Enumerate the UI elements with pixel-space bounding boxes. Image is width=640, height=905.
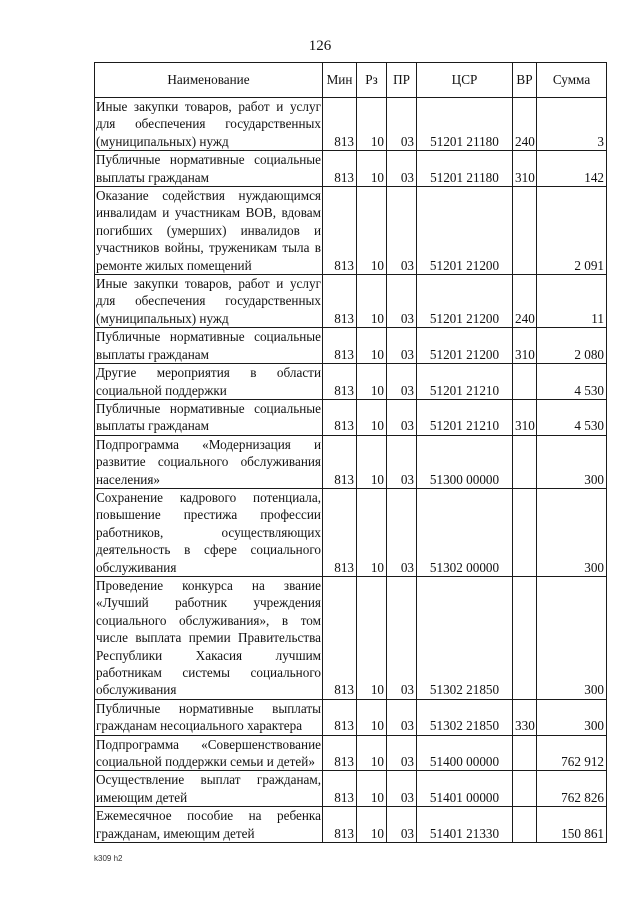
row-min-cell: 813 <box>323 576 357 699</box>
row-min-cell: 813 <box>323 771 357 807</box>
row-min-cell: 813 <box>323 807 357 843</box>
row-rz-cell: 10 <box>357 364 387 400</box>
row-min-cell: 813 <box>323 328 357 364</box>
row-rz-cell: 10 <box>357 399 387 435</box>
row-name-cell: Оказание содействия нуждающимся инвалидам и участникам ВОВ, вдовам погибших (умерших) инвалидов и участников войны, труженикам тыла в ремонте жилых помещений <box>96 188 321 273</box>
row-sum-cell: 762 912 <box>537 735 607 771</box>
row-csr-cell: 51201 21180 <box>417 98 513 151</box>
row-pr-cell: 03 <box>387 328 417 364</box>
row-pr-cell: 03 <box>387 187 417 275</box>
row-pr-cell: 03 <box>387 735 417 771</box>
row-sum-cell: 300 <box>537 488 607 576</box>
row-pr-cell: 03 <box>387 275 417 328</box>
row-min-cell: 813 <box>323 735 357 771</box>
row-pr-cell: 03 <box>387 576 417 699</box>
row-rz-cell: 10 <box>357 576 387 699</box>
row-vr-cell <box>513 488 537 576</box>
row-sum-cell: 300 <box>537 576 607 699</box>
header-pr: ПР <box>387 63 417 98</box>
header-sum: Сумма <box>537 63 607 98</box>
row-vr-cell: 310 <box>513 399 537 435</box>
table-row <box>95 151 607 187</box>
row-min-cell: 813 <box>323 275 357 328</box>
table-row <box>95 187 607 275</box>
row-name-cell: Ежемесячное пособие на ребенка гражданам, имеющим детей <box>96 808 321 841</box>
row-sum-cell: 4 530 <box>537 364 607 400</box>
row-pr-cell: 03 <box>387 699 417 735</box>
row-vr-cell <box>513 435 537 488</box>
row-vr-cell: 310 <box>513 328 537 364</box>
footer-code: k309 h2 <box>94 854 123 863</box>
row-name-cell: Проведение конкурса на звание «Лучший работник учреждения социального обслуживания», в том числе выплата премии Правительства Республики Хакасия лучшим работникам системы социального обслуживания <box>96 577 321 698</box>
row-csr-cell: 51302 21850 <box>417 576 513 699</box>
row-pr-cell: 03 <box>387 771 417 807</box>
row-rz-cell: 10 <box>357 328 387 364</box>
table-row <box>95 399 607 435</box>
row-name-cell: Другие мероприятия в области социальной поддержки <box>96 365 321 398</box>
row-min-cell: 813 <box>323 187 357 275</box>
row-min-cell: 813 <box>323 98 357 151</box>
row-rz-cell: 10 <box>357 275 387 328</box>
row-csr-cell: 51401 21330 <box>417 807 513 843</box>
row-min-cell: 813 <box>323 364 357 400</box>
row-sum-cell: 4 530 <box>537 399 607 435</box>
header-min: Мин <box>323 63 357 98</box>
row-name-cell: Подпрограмма «Совершенствование социальной поддержки семьи и детей» <box>96 736 321 770</box>
row-pr-cell: 03 <box>387 807 417 843</box>
row-vr-cell: 310 <box>513 151 537 187</box>
row-min-cell: 813 <box>323 488 357 576</box>
row-min-cell: 813 <box>323 399 357 435</box>
table-row <box>95 328 607 364</box>
row-sum-cell: 142 <box>537 151 607 187</box>
row-csr-cell: 51201 21200 <box>417 328 513 364</box>
table-row <box>95 364 607 400</box>
row-rz-cell: 10 <box>357 807 387 843</box>
row-vr-cell <box>513 364 537 400</box>
row-vr-cell: 240 <box>513 98 537 151</box>
header-vr: ВР <box>513 63 537 98</box>
row-rz-cell: 10 <box>357 151 387 187</box>
row-rz-cell: 10 <box>357 735 387 771</box>
row-sum-cell: 3 <box>537 98 607 151</box>
row-name-cell: Иные закупки товаров, работ и услуг для обеспечения государственных (муниципальных) нужд <box>96 276 321 326</box>
row-rz-cell: 10 <box>357 98 387 151</box>
row-csr-cell: 51400 00000 <box>417 735 513 771</box>
row-sum-cell: 150 861 <box>537 807 607 843</box>
row-sum-cell: 2 091 <box>537 187 607 275</box>
row-csr-cell: 51201 21210 <box>417 399 513 435</box>
row-vr-cell: 240 <box>513 275 537 328</box>
row-vr-cell <box>513 735 537 771</box>
row-pr-cell: 03 <box>387 151 417 187</box>
row-name-cell: Публичные нормативные социальные выплаты гражданам <box>96 400 321 434</box>
row-name-cell: Публичные нормативные социальные выплаты гражданам <box>96 329 321 362</box>
row-sum-cell: 11 <box>537 275 607 328</box>
row-name-cell: Сохранение кадрового потенциала, повышение престижа профессии работников, осуществляющих деятельность в сфере социального обслуживания <box>96 489 321 575</box>
row-pr-cell: 03 <box>387 364 417 400</box>
row-vr-cell <box>513 576 537 699</box>
table-row <box>95 435 607 488</box>
row-csr-cell: 51300 00000 <box>417 435 513 488</box>
row-vr-cell <box>513 187 537 275</box>
budget-table <box>94 62 607 843</box>
row-rz-cell: 10 <box>357 771 387 807</box>
table-row <box>95 275 607 328</box>
row-name-cell: Публичные нормативные выплаты гражданам несоциального характера <box>96 700 321 734</box>
table-row <box>95 807 607 843</box>
row-min-cell: 813 <box>323 151 357 187</box>
row-pr-cell: 03 <box>387 435 417 488</box>
table-row <box>95 98 607 151</box>
row-csr-cell: 51201 21200 <box>417 187 513 275</box>
row-csr-cell: 51302 00000 <box>417 488 513 576</box>
row-pr-cell: 03 <box>387 98 417 151</box>
table-row <box>95 576 607 699</box>
row-rz-cell: 10 <box>357 187 387 275</box>
table-body <box>95 98 607 843</box>
table-row <box>95 771 607 807</box>
page-number: 126 <box>308 38 332 54</box>
row-vr-cell <box>513 807 537 843</box>
header-csr: ЦСР <box>417 63 513 98</box>
row-min-cell: 813 <box>323 699 357 735</box>
header-rz: Рз <box>357 63 387 98</box>
row-vr-cell: 330 <box>513 699 537 735</box>
row-rz-cell: 10 <box>357 435 387 488</box>
row-pr-cell: 03 <box>387 488 417 576</box>
row-name-cell: Осуществление выплат гражданам, имеющим детей <box>96 772 321 805</box>
row-vr-cell <box>513 771 537 807</box>
row-sum-cell: 300 <box>537 435 607 488</box>
header-name: Наименование <box>95 63 323 98</box>
table-row <box>95 735 607 771</box>
row-name-cell: Публичные нормативные социальные выплаты гражданам <box>96 152 321 185</box>
row-rz-cell: 10 <box>357 699 387 735</box>
table-row <box>95 699 607 735</box>
row-pr-cell: 03 <box>387 399 417 435</box>
row-rz-cell: 10 <box>357 488 387 576</box>
row-csr-cell: 51201 21200 <box>417 275 513 328</box>
row-csr-cell: 51401 00000 <box>417 771 513 807</box>
row-csr-cell: 51302 21850 <box>417 699 513 735</box>
row-csr-cell: 51201 21210 <box>417 364 513 400</box>
table-header-row <box>95 63 607 98</box>
row-sum-cell: 300 <box>537 699 607 735</box>
row-name-cell: Подпрограмма «Модернизация и развитие социального обслуживания населения» <box>96 436 321 487</box>
row-min-cell: 813 <box>323 435 357 488</box>
row-sum-cell: 2 080 <box>537 328 607 364</box>
row-csr-cell: 51201 21180 <box>417 151 513 187</box>
table-row <box>95 488 607 576</box>
row-sum-cell: 762 826 <box>537 771 607 807</box>
row-name-cell: Иные закупки товаров, работ и услуг для обеспечения государственных (муниципальных) нужд <box>96 99 321 149</box>
